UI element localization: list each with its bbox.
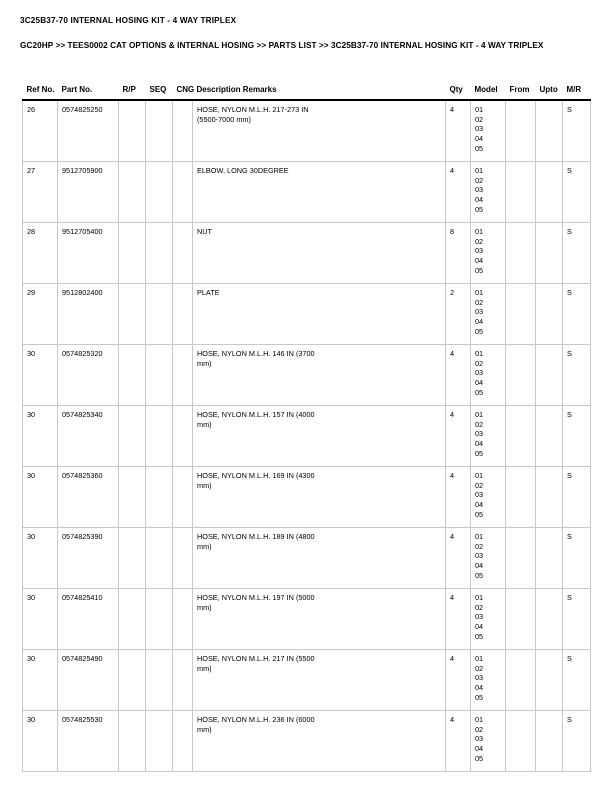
table-row[interactable] [23,589,591,650]
cell-cng [173,467,193,528]
cell-description [193,284,446,345]
cell-from [506,467,536,528]
cell-model [471,467,506,528]
model-code: 04 [475,378,484,388]
cell-part-no[interactable]: 0574825530 [58,711,119,772]
cell-seq [146,162,173,223]
cell-qty: 2 [446,284,471,345]
model-code: 01 [475,288,484,297]
cell-mr: S [563,345,591,406]
description-line-1: ELBOW, LONG 30DEGREE [197,166,289,175]
cell-ref-no: 30 [23,406,58,467]
cell-rp [119,589,146,650]
description-line-1: PLATE [197,288,220,297]
cell-ref-no: 30 [23,650,58,711]
model-code: 02 [475,602,484,612]
cell-rp [119,223,146,284]
model-code-list [475,349,502,398]
model-code: 04 [475,195,484,205]
cell-mr: S [563,284,591,345]
cell-model [471,650,506,711]
model-code: 01 [475,715,484,724]
model-code: 03 [475,551,484,561]
model-code: 05 [475,753,484,763]
model-code-list [475,288,502,337]
cell-cng [173,589,193,650]
description-line-1: HOSE, NYLON M.L.H. 146 IN (3700 [197,349,315,358]
cell-seq [146,711,173,772]
cell-model [471,345,506,406]
cell-mr: S [563,406,591,467]
model-code: 01 [475,349,484,358]
cell-rp [119,345,146,406]
model-code: 05 [475,692,484,702]
cell-description [193,528,446,589]
cell-ref-no: 30 [23,345,58,406]
cell-mr: S [563,589,591,650]
cell-upto [536,284,563,345]
model-code: 01 [475,471,484,480]
model-code: 05 [475,448,484,458]
cell-upto [536,100,563,162]
model-code: 05 [475,326,484,336]
cell-description [193,100,446,162]
table-row[interactable] [23,223,591,284]
model-code-list [475,105,502,154]
cell-rp [119,284,146,345]
cell-part-no[interactable]: 0574825360 [58,467,119,528]
cell-cng [173,528,193,589]
breadcrumb: GC20HP >> TEES0002 CAT OPTIONS & INTERNAL HOSING >> PARTS LIST >> 3C25B37-70 INTERNAL HOSING KIT - 4 WAY TRIPLEX [20,41,544,50]
cell-part-no[interactable]: 9512705900 [58,162,119,223]
cell-ref-no: 26 [23,100,58,162]
description-line-2: mm) [197,663,212,673]
model-code: 01 [475,105,484,114]
cell-model [471,162,506,223]
cell-ref-no: 30 [23,528,58,589]
description-line-2: mm) [197,419,212,429]
column-header-ref-no[interactable]: Ref No. [26,85,55,94]
cell-qty: 4 [446,528,471,589]
description-line-2: mm) [197,724,212,734]
cell-mr: S [563,711,591,772]
table-row[interactable] [23,345,591,406]
model-code: 05 [475,631,484,641]
column-header-from[interactable]: From [509,85,530,94]
model-code: 01 [475,227,484,236]
cell-qty: 4 [446,100,471,162]
cell-description [193,162,446,223]
cell-ref-no: 30 [23,711,58,772]
model-code: 01 [475,410,484,419]
cell-qty: 4 [446,162,471,223]
table-header [23,85,591,100]
cell-part-no[interactable]: 0574825340 [58,406,119,467]
cell-cng [173,345,193,406]
cell-rp [119,711,146,772]
cell-upto [536,528,563,589]
cell-upto [536,589,563,650]
column-header-cng[interactable]: CNG [176,85,195,94]
cell-upto [536,711,563,772]
cell-rp [119,467,146,528]
cell-rp [119,100,146,162]
cell-from [506,650,536,711]
cell-mr: S [563,528,591,589]
cell-cng [173,162,193,223]
model-code-list [475,654,502,703]
model-code: 05 [475,509,484,519]
cell-from [506,223,536,284]
model-code: 02 [475,114,484,124]
cell-ref-no: 27 [23,162,58,223]
cell-qty: 4 [446,467,471,528]
table-row[interactable] [23,406,591,467]
description-line-1: HOSE, NYLON M.L.H. 189 IN (4800 [197,532,315,541]
table-row[interactable] [23,284,591,345]
cell-from [506,589,536,650]
table-row[interactable] [23,650,591,711]
model-code: 04 [475,134,484,144]
column-header-description[interactable]: Description Remarks [196,85,277,94]
cell-ref-no: 29 [23,284,58,345]
cell-seq [146,650,173,711]
model-code: 02 [475,480,484,490]
cell-part-no[interactable]: 9512802400 [58,284,119,345]
cell-model [471,284,506,345]
model-code: 01 [475,532,484,541]
cell-ref-no: 28 [23,223,58,284]
cell-part-no[interactable]: 0574825320 [58,345,119,406]
cell-cng [173,406,193,467]
description-line-1: HOSE, NYLON M.L.H. 169 IN (4300 [197,471,315,480]
column-header-model[interactable]: Model [474,85,498,94]
cell-part-no[interactable]: 0574825490 [58,650,119,711]
model-code: 03 [475,124,484,134]
model-code-list [475,532,502,581]
cell-rp [119,162,146,223]
cell-rp [119,406,146,467]
description-line-1: HOSE, NYLON M.L.H. 217 IN (5500 [197,654,315,663]
cell-cng [173,711,193,772]
cell-seq [146,100,173,162]
description-line-1: HOSE, NYLON M.L.H. 157 IN (4000 [197,410,315,419]
cell-seq [146,345,173,406]
cell-qty: 4 [446,589,471,650]
table-row[interactable] [23,100,591,162]
model-code: 02 [475,724,484,734]
cell-rp [119,528,146,589]
cell-description [193,589,446,650]
cell-mr: S [563,650,591,711]
table-row[interactable] [23,528,591,589]
cell-part-no[interactable]: 0574825250 [58,100,119,162]
cell-description [193,711,446,772]
cell-qty: 4 [446,406,471,467]
cell-description [193,406,446,467]
model-code: 03 [475,307,484,317]
cell-upto [536,650,563,711]
model-code: 03 [475,246,484,256]
model-code: 02 [475,175,484,185]
page-title: 3C25B37-70 INTERNAL HOSING KIT - 4 WAY TRIPLEX [20,16,237,25]
cell-qty: 4 [446,650,471,711]
cell-upto [536,162,563,223]
cell-model [471,406,506,467]
model-code-list [475,166,502,215]
cell-upto [536,345,563,406]
model-code: 03 [475,612,484,622]
model-code: 02 [475,663,484,673]
cell-description [193,650,446,711]
cell-part-no[interactable]: 0574825410 [58,589,119,650]
cell-from [506,345,536,406]
cell-description [193,223,446,284]
cell-mr: S [563,467,591,528]
cell-rp [119,650,146,711]
table-row[interactable] [23,711,591,772]
cell-model [471,528,506,589]
model-code: 04 [475,744,484,754]
cell-from [506,711,536,772]
cell-from [506,284,536,345]
model-code: 02 [475,358,484,368]
model-code: 05 [475,387,484,397]
cell-qty: 4 [446,345,471,406]
model-code: 01 [475,166,484,175]
model-code: 01 [475,593,484,602]
model-code: 03 [475,734,484,744]
model-code: 04 [475,439,484,449]
cell-model [471,589,506,650]
description-line-2: (5500-7000 mm) [197,114,251,124]
cell-mr: S [563,223,591,284]
column-header-rp[interactable]: R/P [122,85,136,94]
model-code-list [475,410,502,459]
cell-ref-no: 30 [23,467,58,528]
model-code: 03 [475,368,484,378]
model-code-list [475,471,502,520]
model-code: 05 [475,570,484,580]
table-row[interactable] [23,162,591,223]
column-header-upto[interactable]: Upto [539,85,558,94]
table-header-row [23,85,591,100]
column-header-part-no[interactable]: Part No. [61,85,93,94]
model-code: 01 [475,654,484,663]
cell-model [471,100,506,162]
description-line-1: HOSE, NYLON M.L.H. 236 IN (6000 [197,715,315,724]
table-row[interactable] [23,467,591,528]
cell-cng [173,223,193,284]
model-code: 03 [475,185,484,195]
cell-part-no[interactable]: 0574825390 [58,528,119,589]
description-line-2: mm) [197,602,212,612]
cell-from [506,528,536,589]
cell-part-no[interactable]: 9512705400 [58,223,119,284]
cell-seq [146,467,173,528]
model-code: 02 [475,541,484,551]
model-code: 04 [475,317,484,327]
model-code: 05 [475,143,484,153]
cell-description [193,345,446,406]
cell-mr: S [563,162,591,223]
cell-model [471,711,506,772]
cell-seq [146,406,173,467]
cell-seq [146,284,173,345]
cell-seq [146,223,173,284]
model-code: 03 [475,673,484,683]
model-code: 04 [475,683,484,693]
model-code: 02 [475,419,484,429]
model-code: 02 [475,236,484,246]
column-header-seq[interactable]: SEQ [149,85,167,94]
column-header-qty[interactable]: Qty [449,85,463,94]
model-code: 05 [475,204,484,214]
cell-seq [146,528,173,589]
table-body [23,100,591,772]
cell-from [506,162,536,223]
description-line-2: mm) [197,541,212,551]
cell-mr: S [563,100,591,162]
cell-ref-no: 30 [23,589,58,650]
cell-from [506,100,536,162]
cell-description [193,467,446,528]
model-code: 03 [475,429,484,439]
description-line-1: HOSE, NYLON M.L.H. 197 IN (5000 [197,593,315,602]
description-line-2: mm) [197,480,212,490]
description-line-1: NUT [197,227,212,236]
parts-table [22,85,591,772]
model-code-list [475,715,502,764]
model-code: 04 [475,622,484,632]
cell-upto [536,223,563,284]
column-header-mr[interactable]: M/R [566,85,582,94]
model-code-list [475,593,502,642]
cell-from [506,406,536,467]
cell-cng [173,100,193,162]
cell-cng [173,284,193,345]
cell-seq [146,589,173,650]
model-code: 04 [475,256,484,266]
cell-model [471,223,506,284]
model-code: 04 [475,500,484,510]
model-code: 02 [475,297,484,307]
model-code: 04 [475,561,484,571]
description-line-2: mm) [197,358,212,368]
cell-qty: 4 [446,711,471,772]
description-line-1: HOSE, NYLON M.L.H. 217-273 IN [197,105,309,114]
model-code-list [475,227,502,276]
cell-qty: 8 [446,223,471,284]
cell-upto [536,406,563,467]
model-code: 03 [475,490,484,500]
cell-cng [173,650,193,711]
cell-upto [536,467,563,528]
model-code: 05 [475,265,484,275]
